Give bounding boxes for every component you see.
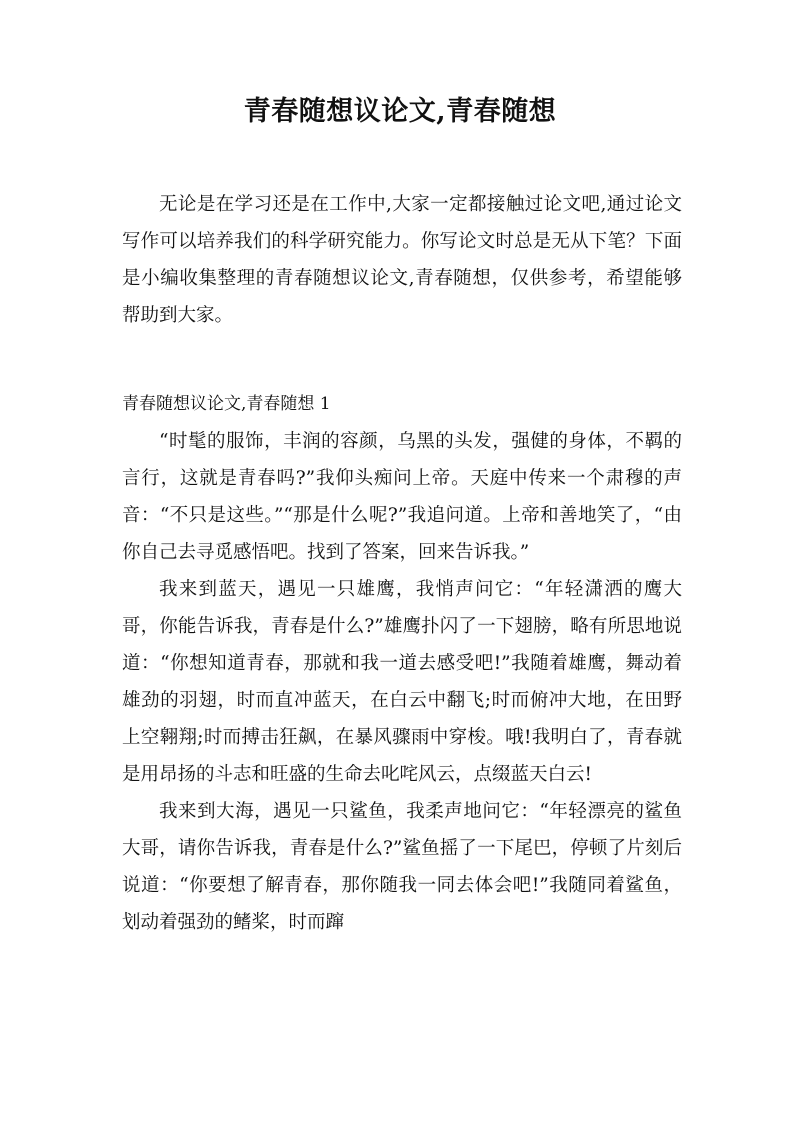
body-paragraph: 我来到大海，遇见一只鲨鱼，我柔声地问它：“年轻漂亮的鲨鱼大哥，请你告诉我，青春是什么?”鲨鱼摇了一下尾巴，停顿了片刻后说道：“你要想了解青春，那你随我一同去体会吧!”我随同着鲨鱼，划动着强劲的鳍桨，时而蹿 bbox=[122, 801, 682, 933]
section-heading: 青春随想议论文,青春随想 1 bbox=[122, 394, 331, 414]
body-paragraph: 我来到蓝天，遇见一只雄鹰，我悄声问它：“年轻潇洒的鹰大哥，你能告诉我，青春是什么?”雄鹰扑闪了一下翅膀，略有所思地说道：“你想知道青春，那就和我一道去感受吧!”我随着雄鹰，舞动着雄劲的羽翅，时而直冲蓝天，在白云中翻飞;时而俯冲大地，在田野上空翱翔;时而搏击狂飙，在暴风骤雨中穿梭。哦!我明白了，青春就是用昂扬的斗志和旺盛的生命去叱咤风云，点缀蓝天白云! bbox=[122, 579, 682, 785]
document-body bbox=[122, 186, 682, 941]
body-paragraph: “时髦的服饰，丰润的容颜，乌黑的头发，强健的身体，不羁的言行，这就是青春吗?”我仰头痴问上帝。天庭中传来一个肃穆的声音：“不只是这些。”“那是什么呢?”我追问道。上帝和善地笑了，“由你自己去寻觅感悟吧。找到了答案，回来告诉我。” bbox=[122, 431, 682, 563]
intro-paragraph: 无论是在学习还是在工作中,大家一定都接触过论文吧,通过论文写作可以培养我们的科学研究能力。你写论文时总是无从下笔？下面是小编收集整理的青春随想议论文,青春随想，仅供参考，希望能够帮助到大家。 bbox=[122, 194, 682, 326]
document-title: 青春随想议论文,青春随想 bbox=[243, 96, 557, 127]
